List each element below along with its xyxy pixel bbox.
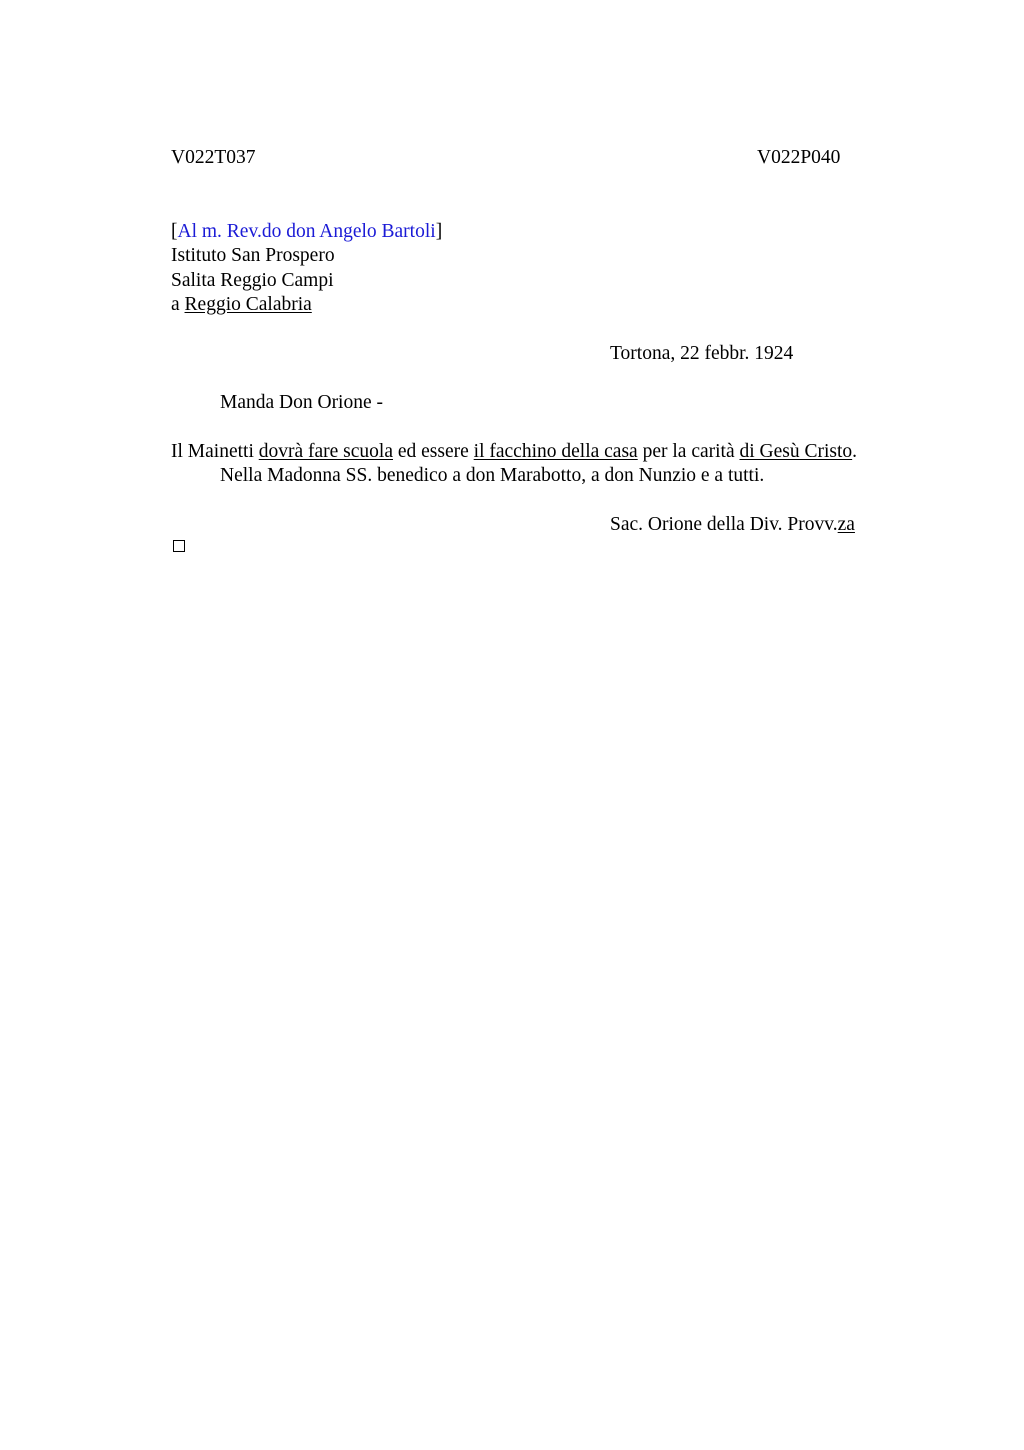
document-code-right: V022P040 <box>757 147 841 168</box>
bracket-close: ] <box>435 221 443 242</box>
body-underlined-text: il facchino della casa <box>473 441 638 462</box>
body-paragraph-1 <box>171 440 857 464</box>
recipient-name: Al m. Rev.do don Angelo Bartoli <box>177 221 436 242</box>
empty-box-glyph <box>173 540 185 552</box>
document-code-left: V022T037 <box>171 147 256 168</box>
address-recipient-line <box>171 220 442 244</box>
body-text: Il Mainetti <box>171 441 259 462</box>
address-city: Reggio Calabria <box>184 294 312 315</box>
body-text: ed essere <box>393 441 474 462</box>
body-paragraph-2: Nella Madonna SS. benedico a don Marabotto, a don Nunzio e a tutti. <box>220 465 765 486</box>
body-underlined-text: di Gesù Cristo <box>739 441 853 462</box>
address-institute: Istituto San Prospero <box>171 245 335 266</box>
address-city-line <box>171 293 312 317</box>
date-line: Tortona, 22 febbr. 1924 <box>610 343 794 364</box>
address-street: Salita Reggio Campi <box>171 270 334 291</box>
signature-suffix: za <box>837 514 855 535</box>
signature-text: Sac. Orione della Div. Provv. <box>610 514 838 535</box>
body-text: . <box>852 441 858 462</box>
body-text: per la carità <box>637 441 740 462</box>
body-underlined-text: dovrà fare scuola <box>258 441 393 462</box>
sender-line: Manda Don Orione - <box>220 392 383 413</box>
signature-line <box>610 513 855 537</box>
address-city-prefix: a <box>171 294 185 315</box>
bracket-open: [ <box>171 221 178 242</box>
